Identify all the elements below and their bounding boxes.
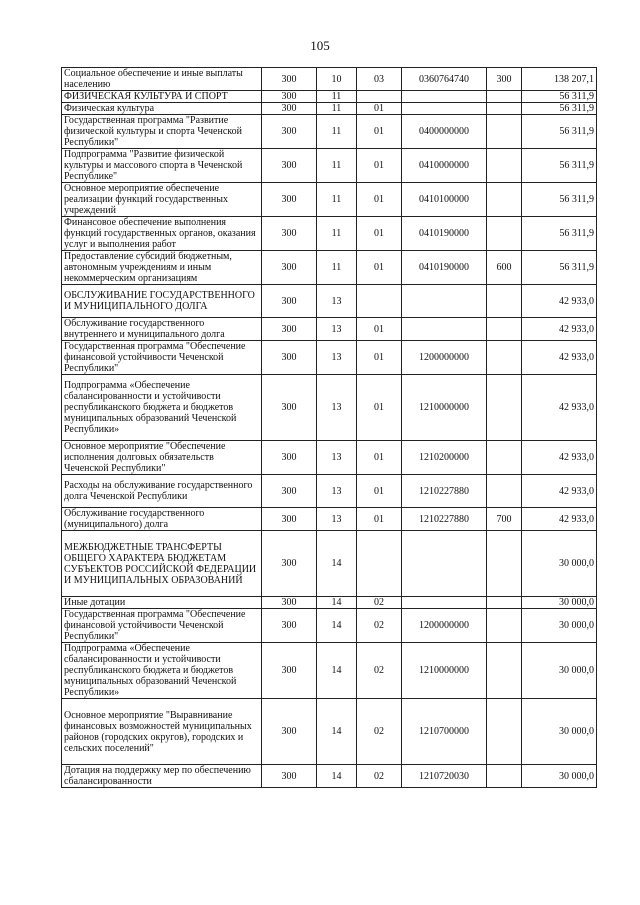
row-expense-type — [487, 103, 522, 115]
row-subsection-code — [357, 91, 402, 103]
row-amount: 56 311,9 — [522, 183, 597, 217]
row-name: Государственная программа "Обеспечение финансовой устойчивости Чеченской Республики" — [62, 609, 262, 643]
row-subsection-code: 01 — [357, 115, 402, 149]
row-name: Основное мероприятие "Выравнивание финансовых возможностей муниципальных районов (городских округов), городских и сельских поселений" — [62, 699, 262, 765]
row-ministry-code: 300 — [262, 217, 317, 251]
table-body — [62, 68, 597, 788]
row-amount: 42 933,0 — [522, 341, 597, 375]
row-name: Финансовое обеспечение выполнения функций государственных органов, оказания услуг и выполнения работ — [62, 217, 262, 251]
row-ministry-code: 300 — [262, 643, 317, 699]
row-section-code: 14 — [317, 765, 357, 788]
row-target-article: 1200000000 — [402, 341, 487, 375]
table-row — [62, 285, 597, 318]
table-row — [62, 217, 597, 251]
row-subsection-code: 01 — [357, 508, 402, 531]
row-subsection-code — [357, 531, 402, 597]
row-amount: 30 000,0 — [522, 699, 597, 765]
row-ministry-code: 300 — [262, 68, 317, 91]
row-amount: 56 311,9 — [522, 91, 597, 103]
row-ministry-code: 300 — [262, 115, 317, 149]
row-ministry-code: 300 — [262, 149, 317, 183]
row-target-article: 1210000000 — [402, 643, 487, 699]
row-target-article: 1200000000 — [402, 609, 487, 643]
row-section-code: 11 — [317, 149, 357, 183]
row-amount: 56 311,9 — [522, 103, 597, 115]
table-row — [62, 531, 597, 597]
row-name: Социальное обеспечение и иные выплаты населению — [62, 68, 262, 91]
row-expense-type: 600 — [487, 251, 522, 285]
row-amount: 56 311,9 — [522, 217, 597, 251]
row-target-article: 0410190000 — [402, 217, 487, 251]
row-subsection-code — [357, 285, 402, 318]
row-name: Расходы на обслуживание государственного долга Чеченской Республики — [62, 475, 262, 508]
row-expense-type: 700 — [487, 508, 522, 531]
row-expense-type — [487, 91, 522, 103]
row-name: Физическая культура — [62, 103, 262, 115]
row-subsection-code: 01 — [357, 183, 402, 217]
row-section-code: 13 — [317, 441, 357, 475]
row-amount: 42 933,0 — [522, 475, 597, 508]
table-row — [62, 508, 597, 531]
row-name: Подпрограмма «Обеспечение сбалансированности и устойчивости республиканского бюджета и бюджетов муниципальных образований Чеченской Республики» — [62, 643, 262, 699]
row-target-article — [402, 318, 487, 341]
row-subsection-code: 03 — [357, 68, 402, 91]
row-name: Иные дотации — [62, 597, 262, 609]
table-row — [62, 91, 597, 103]
row-name: Государственная программа "Развитие физической культуры и спорта Чеченской Республики" — [62, 115, 262, 149]
row-expense-type — [487, 609, 522, 643]
table-row — [62, 375, 597, 441]
row-subsection-code: 02 — [357, 699, 402, 765]
row-expense-type — [487, 149, 522, 183]
row-ministry-code: 300 — [262, 91, 317, 103]
row-section-code: 13 — [317, 475, 357, 508]
row-amount: 42 933,0 — [522, 441, 597, 475]
row-amount: 138 207,1 — [522, 68, 597, 91]
row-amount: 30 000,0 — [522, 531, 597, 597]
row-expense-type — [487, 441, 522, 475]
table-row — [62, 643, 597, 699]
table-row — [62, 609, 597, 643]
row-expense-type — [487, 475, 522, 508]
row-ministry-code: 300 — [262, 341, 317, 375]
table-row — [62, 68, 597, 91]
row-target-article: 1210700000 — [402, 699, 487, 765]
row-target-article: 1210000000 — [402, 375, 487, 441]
row-target-article — [402, 531, 487, 597]
row-expense-type — [487, 765, 522, 788]
row-subsection-code: 01 — [357, 475, 402, 508]
row-name: ФИЗИЧЕСКАЯ КУЛЬТУРА И СПОРТ — [62, 91, 262, 103]
row-target-article: 1210227880 — [402, 475, 487, 508]
row-expense-type: 300 — [487, 68, 522, 91]
row-subsection-code: 01 — [357, 149, 402, 183]
row-target-article: 0410100000 — [402, 183, 487, 217]
row-subsection-code: 01 — [357, 103, 402, 115]
row-section-code: 11 — [317, 217, 357, 251]
row-ministry-code: 300 — [262, 597, 317, 609]
row-ministry-code: 300 — [262, 251, 317, 285]
row-subsection-code: 02 — [357, 597, 402, 609]
row-ministry-code: 300 — [262, 531, 317, 597]
row-name: Дотация на поддержку мер по обеспечению сбалансированности — [62, 765, 262, 788]
row-section-code: 13 — [317, 285, 357, 318]
row-name: Подпрограмма «Обеспечение сбалансированности и устойчивости республиканского бюджета и бюджетов муниципальных образований Чеченской Республики» — [62, 375, 262, 441]
row-section-code: 11 — [317, 103, 357, 115]
table-row — [62, 103, 597, 115]
row-ministry-code: 300 — [262, 441, 317, 475]
row-subsection-code: 01 — [357, 251, 402, 285]
row-subsection-code: 02 — [357, 643, 402, 699]
row-ministry-code: 300 — [262, 183, 317, 217]
table-row — [62, 765, 597, 788]
row-section-code: 11 — [317, 91, 357, 103]
row-subsection-code: 01 — [357, 441, 402, 475]
row-section-code: 14 — [317, 531, 357, 597]
row-name: Обслуживание государственного (муниципального) долга — [62, 508, 262, 531]
row-expense-type — [487, 115, 522, 149]
row-ministry-code: 300 — [262, 508, 317, 531]
row-subsection-code: 01 — [357, 217, 402, 251]
row-section-code: 13 — [317, 318, 357, 341]
table-row — [62, 341, 597, 375]
row-target-article — [402, 91, 487, 103]
row-amount: 56 311,9 — [522, 251, 597, 285]
row-ministry-code: 300 — [262, 765, 317, 788]
row-ministry-code: 300 — [262, 103, 317, 115]
row-amount: 42 933,0 — [522, 375, 597, 441]
row-expense-type — [487, 318, 522, 341]
table-row — [62, 699, 597, 765]
row-expense-type — [487, 597, 522, 609]
table-row — [62, 597, 597, 609]
row-expense-type — [487, 341, 522, 375]
row-expense-type — [487, 643, 522, 699]
row-target-article: 0410000000 — [402, 149, 487, 183]
table-row — [62, 441, 597, 475]
row-amount: 42 933,0 — [522, 285, 597, 318]
row-amount: 30 000,0 — [522, 609, 597, 643]
row-amount: 30 000,0 — [522, 597, 597, 609]
row-target-article: 0360764740 — [402, 68, 487, 91]
row-section-code: 13 — [317, 375, 357, 441]
budget-table — [61, 67, 597, 788]
row-section-code: 13 — [317, 341, 357, 375]
row-subsection-code: 02 — [357, 609, 402, 643]
table-row — [62, 183, 597, 217]
row-amount: 42 933,0 — [522, 508, 597, 531]
row-ministry-code: 300 — [262, 699, 317, 765]
row-target-article — [402, 597, 487, 609]
row-section-code: 14 — [317, 609, 357, 643]
row-subsection-code: 01 — [357, 341, 402, 375]
row-section-code: 11 — [317, 183, 357, 217]
row-section-code: 11 — [317, 251, 357, 285]
row-expense-type — [487, 699, 522, 765]
row-expense-type — [487, 183, 522, 217]
row-ministry-code: 300 — [262, 285, 317, 318]
row-amount: 56 311,9 — [522, 115, 597, 149]
row-ministry-code: 300 — [262, 375, 317, 441]
row-target-article: 1210227880 — [402, 508, 487, 531]
row-ministry-code: 300 — [262, 609, 317, 643]
row-target-article: 1210200000 — [402, 441, 487, 475]
row-name: Подпрограмма "Развитие физической культуры и массового спорта в Чеченской Республике" — [62, 149, 262, 183]
page-number: 105 — [310, 38, 330, 53]
table-row — [62, 475, 597, 508]
row-expense-type — [487, 375, 522, 441]
row-name: МЕЖБЮДЖЕТНЫЕ ТРАНСФЕРТЫ ОБЩЕГО ХАРАКТЕРА БЮДЖЕТАМ СУБЪЕКТОВ РОССИЙСКОЙ ФЕДЕРАЦИИ И МУНИЦИПАЛЬНЫХ ОБРАЗОВАНИЙ — [62, 531, 262, 597]
row-name: Основное мероприятие обеспечение реализации функций государственных учреждений — [62, 183, 262, 217]
row-section-code: 10 — [317, 68, 357, 91]
row-section-code: 13 — [317, 508, 357, 531]
row-name: Обслуживание государственного внутреннего и муниципального долга — [62, 318, 262, 341]
row-subsection-code: 01 — [357, 318, 402, 341]
row-target-article: 0410190000 — [402, 251, 487, 285]
row-expense-type — [487, 531, 522, 597]
table-row — [62, 318, 597, 341]
row-amount: 30 000,0 — [522, 765, 597, 788]
row-subsection-code: 01 — [357, 375, 402, 441]
row-target-article: 0400000000 — [402, 115, 487, 149]
table-row — [62, 251, 597, 285]
table-row — [62, 149, 597, 183]
row-amount: 30 000,0 — [522, 643, 597, 699]
row-ministry-code: 300 — [262, 475, 317, 508]
row-section-code: 11 — [317, 115, 357, 149]
row-amount: 42 933,0 — [522, 318, 597, 341]
row-target-article — [402, 285, 487, 318]
row-name: Предоставление субсидий бюджетным, автономным учреждениям и иным некоммерческим организациям — [62, 251, 262, 285]
row-section-code: 14 — [317, 597, 357, 609]
row-expense-type — [487, 217, 522, 251]
row-name: Основное мероприятие "Обеспечение исполнения долговых обязательств Чеченской Республики" — [62, 441, 262, 475]
row-section-code: 14 — [317, 643, 357, 699]
row-subsection-code: 02 — [357, 765, 402, 788]
table-row — [62, 115, 597, 149]
row-name: Государственная программа "Обеспечение финансовой устойчивости Чеченской Республики" — [62, 341, 262, 375]
row-expense-type — [487, 285, 522, 318]
row-target-article — [402, 103, 487, 115]
row-amount: 56 311,9 — [522, 149, 597, 183]
row-target-article: 1210720030 — [402, 765, 487, 788]
row-section-code: 14 — [317, 699, 357, 765]
row-ministry-code: 300 — [262, 318, 317, 341]
row-name: ОБСЛУЖИВАНИЕ ГОСУДАРСТВЕННОГО И МУНИЦИПАЛЬНОГО ДОЛГА — [62, 285, 262, 318]
